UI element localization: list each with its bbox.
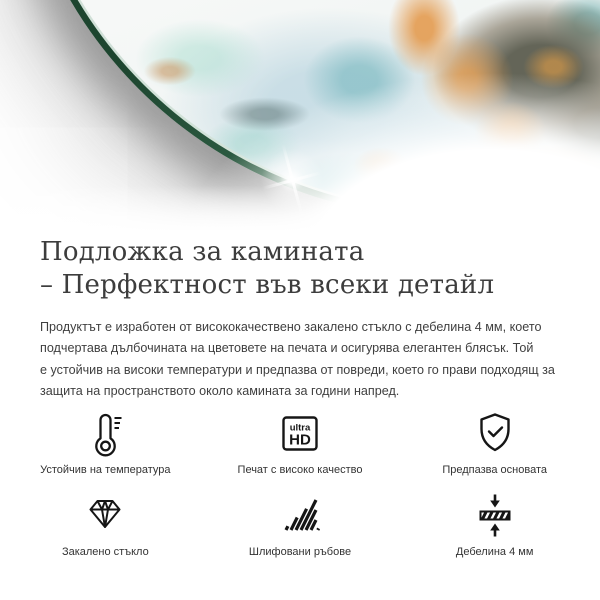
page-title xyxy=(40,236,560,302)
feature-label: Закалено стъкло xyxy=(61,546,149,559)
product-image xyxy=(0,0,600,232)
feature-label: Предпазва основата xyxy=(442,464,547,477)
feature-temperature-resistant xyxy=(8,409,203,477)
description-section xyxy=(0,236,600,402)
description-line: Продуктът е изработен от висококачествено закалено стъкло с дебелина 4 мм, което xyxy=(40,320,542,334)
features-grid xyxy=(0,409,600,559)
feature-tempered-glass xyxy=(8,491,203,559)
page-title-line2: – Перфектност във всеки детайл xyxy=(40,270,495,300)
ultra-text: ultra xyxy=(289,422,311,434)
feature-label: Шлифовани ръбове xyxy=(248,546,352,559)
feature-label: Устойчив на температура xyxy=(40,464,171,477)
page-title-line1: Подложка за камината xyxy=(40,237,365,267)
feature-protects-base xyxy=(397,409,592,477)
description-line: защита на пространството около камината за години напред. xyxy=(40,383,400,398)
feature-label: Печат с високо качество xyxy=(237,464,363,477)
feature-polished-edges xyxy=(203,491,398,559)
polished-edges-icon xyxy=(276,491,324,539)
description-line: е устойчив на високи температури и предпазва от повреди, което го прави подходящ за xyxy=(40,362,555,377)
hd-text: HD xyxy=(289,431,311,449)
thickness-4mm-icon xyxy=(471,491,519,539)
diamond-icon xyxy=(81,491,129,539)
product-description xyxy=(40,317,560,402)
thermometer-icon xyxy=(81,409,129,457)
ultra-hd-icon xyxy=(276,409,324,457)
shield-check-icon xyxy=(471,409,519,457)
feature-label: Дебелина 4 мм xyxy=(455,546,534,559)
feature-thickness-4mm xyxy=(397,491,592,559)
description-line: подчертава дълбочината на цветовете на печата и осигурява елегантен блясък. Той xyxy=(40,341,534,356)
feature-hd-print xyxy=(203,409,398,477)
